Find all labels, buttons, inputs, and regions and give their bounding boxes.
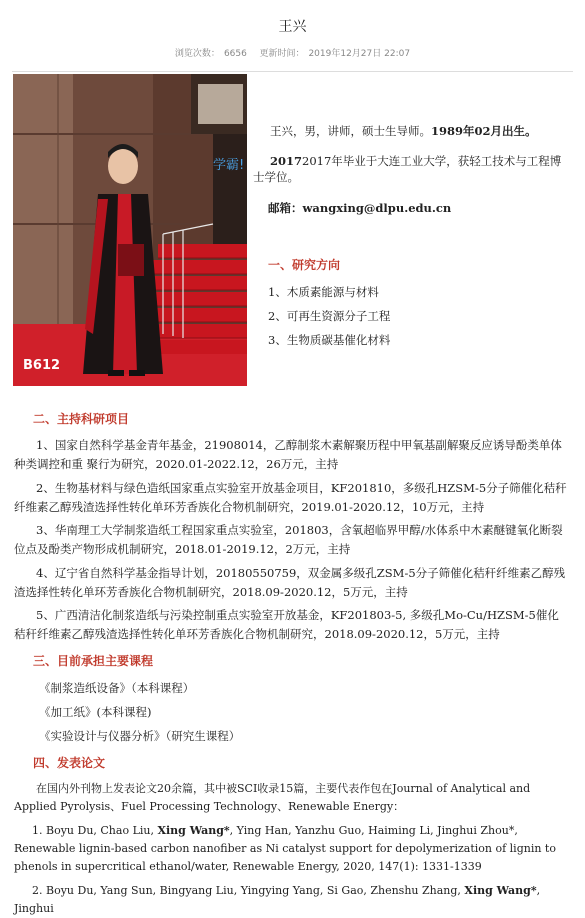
research-item: 3、生物质碳基催化材料 (268, 333, 391, 347)
courses-title: 三、目前承担主要课程 (33, 654, 154, 668)
project-item: 4、辽宁省自然科学基金指导计划，20180550759，双金属多级孔ZSM-5分子筛催化秸秆纤维素乙醇残渣选择性转化单环芳香族化合物机制研究，2018.09-2020.12，5万元，主持 (14, 566, 566, 599)
profile-education (253, 153, 571, 185)
paper-item (14, 882, 574, 915)
edu-text: 2017年毕业于大连工业大学，获轻工技术与工程博士学位。 (253, 154, 562, 184)
paper-rest: , Jinghui (14, 884, 541, 915)
course-item: 《制浆造纸设备》（本科课程） (39, 681, 195, 695)
birth-text: 1989年02月出生。 (431, 124, 537, 138)
research-item: 1、木质素能源与材料 (268, 285, 379, 299)
projects-title: 二、主持科研项目 (33, 412, 130, 426)
updated-label: 更新时间： (259, 49, 305, 59)
profile-email (268, 200, 451, 216)
email-link[interactable]: wangxing@dlpu.edu.cn (302, 201, 452, 215)
research-title: 一、研究方向 (268, 258, 341, 272)
page-header (0, 0, 585, 72)
papers-summary: 在国内外刊物上发表论文20余篇，其中被SCI收录15篇，主要代表作包在Journal of Analytical and Applied Pyrolysis、Fuel Processing Technology、Renewable Energy： (14, 782, 531, 813)
intro-text: 王兴，男，讲师，硕士生导师。 (270, 124, 431, 138)
edu-year: 2017 (270, 154, 303, 168)
project-item: 2、生物基材料与绿色造纸国家重点实验室开放基金项目，KF201810，多级孔HZSM-5分子筛催化秸秆纤维素乙醇残渣选择性转化单环芳香族化合物机制研究，2019.01-2020.12，10万元，主持 (14, 481, 567, 514)
paper-author-highlight: Xing Wang* (464, 884, 537, 897)
project-item: 5、广西清洁化制浆造纸与污染控制重点实验室开放基金，KF201803-5, 多级孔Mo-Cu/HZSM-5催化秸秆纤维素乙醇残渣选择性转化单环芳香族化合物机制研究，2018.09-2020.12，5万元，主持 (14, 608, 559, 641)
header-divider (12, 71, 573, 72)
views-count: 6656 (223, 49, 247, 59)
project-item: 3、华南理工大学制浆造纸工程国家重点实验室，201803，含氧超临界甲醇/水体系中木素醚键氧化断裂位点及酚类产物形成机制研究，2018.01-2019.12，2万元，主持 (14, 523, 563, 556)
photo-badge: B612 (23, 358, 61, 373)
paper-item (14, 822, 574, 876)
research-item: 2、可再生资源分子工程 (268, 309, 391, 323)
views-label: 浏览次数： (174, 49, 220, 59)
course-item: 《加工纸》(本科课程) (39, 705, 152, 719)
photo-sign: 学霸! (213, 158, 245, 173)
paper-rest: , Ying Han, Yanzhu Guo, Haiming Li, Jinghui Zhou*, Renewable lignin-based carbon nanofiber as Ni catalyst support for depolymerization of lignin to phenols in supercritical ethanol/water, Renewable Energy, 2020, 147(1): 1331-1339 (14, 824, 556, 873)
course-item: 《实验设计与仪器分析》（研究生课程） (39, 729, 241, 743)
paper-authors: 1. Boyu Du, Chao Liu, (32, 824, 158, 837)
profile-intro (270, 123, 570, 139)
paper-authors: 2. Boyu Du, Yang Sun, Bingyang Liu, Yingying Yang, Si Gao, Zhenshu Zhang, (32, 884, 465, 897)
page-meta (0, 46, 585, 59)
page-title: 王兴 (278, 19, 307, 35)
project-item: 1、国家自然科学基金青年基金，21908014，乙醇制浆木素解聚历程中甲氧基副解聚反应诱导酚类单体种类调控和重 聚行为研究，2020.01-2022.12，26万元，主持 (14, 438, 562, 471)
papers-title: 四、发表论文 (33, 756, 106, 770)
paper-author-highlight: Xing Wang* (157, 824, 230, 837)
updated-time: 2019年12月27日 22:07 (308, 49, 411, 59)
email-label: 邮箱： (268, 201, 303, 215)
profile-photo (13, 74, 247, 386)
